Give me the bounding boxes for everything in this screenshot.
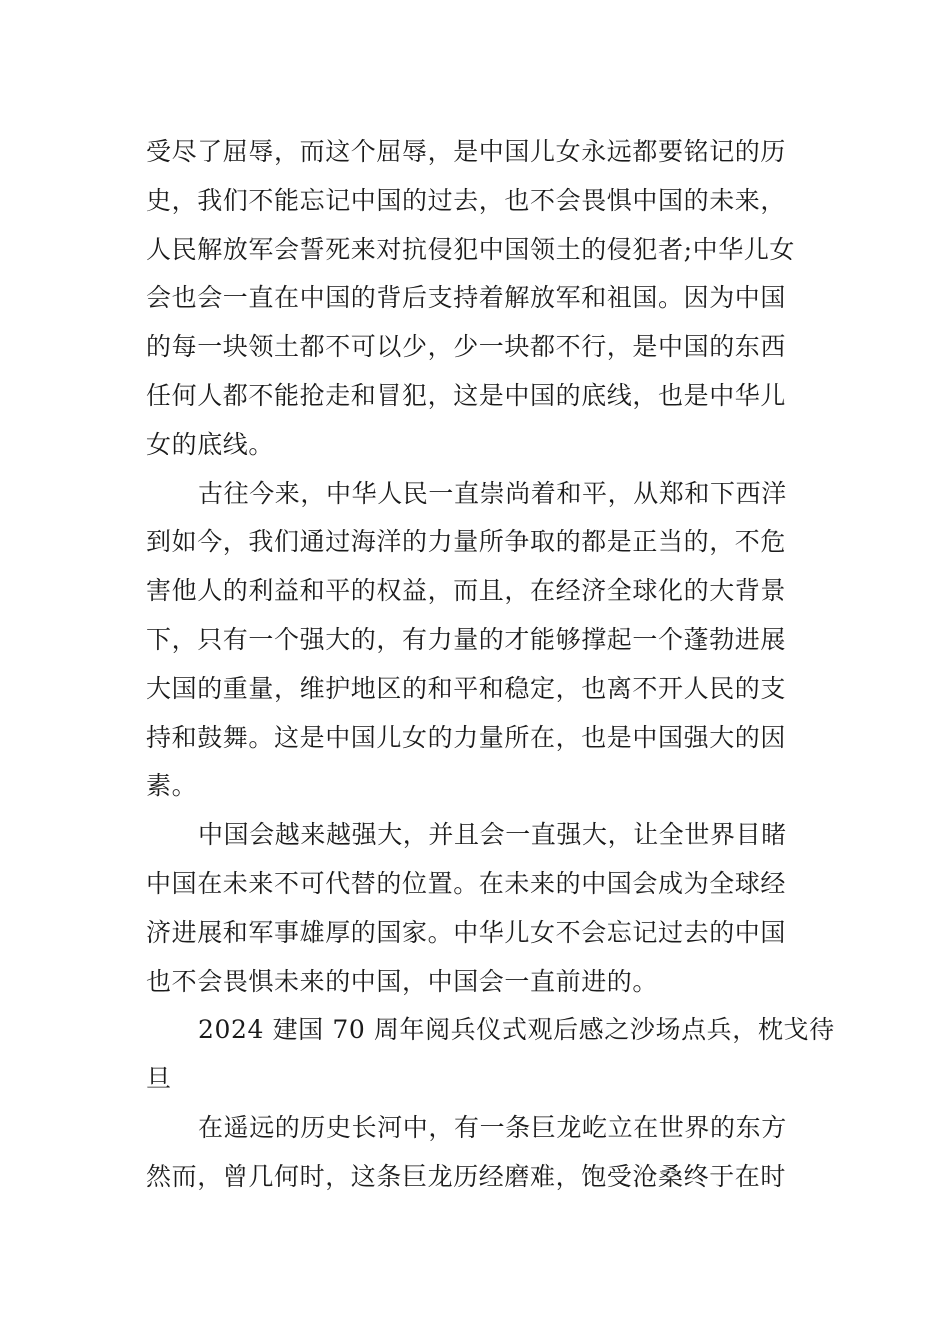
text-line: 2024 建国 70 周年阅兵仪式观后感之沙场点兵，枕戈待 [198, 1015, 835, 1045]
document-body [146, 128, 835, 1202]
text-line: 任何人都不能抢走和冒犯，这是中国的底线，也是中华儿 [146, 380, 787, 410]
text-line: 女的底线。 [146, 429, 275, 459]
text-line: 在遥远的历史长河中，有一条巨龙屹立在世界的东方 [198, 1112, 787, 1142]
text-line: 古往今来，中华人民一直崇尚着和平，从郑和下西洋 [198, 478, 787, 508]
text-line: 素。 [146, 771, 198, 801]
text-line: 然而，曾几何时，这条巨龙历经磨难，饱受沧桑终于在时 [146, 1161, 787, 1191]
text-line: 中国在未来不可代替的位置。在未来的中国会成为全球经 [146, 868, 787, 898]
text-line: 害他人的利益和平的权益，而且，在经济全球化的大背景 [146, 576, 787, 606]
text-line: 到如今，我们通过海洋的力量所争取的都是正当的，不危 [146, 527, 787, 557]
text-line: 人民解放军会誓死来对抗侵犯中国领土的侵犯者;中华儿女 [146, 234, 796, 264]
text-line: 的每一块领土都不可以少，少一块都不行，是中国的东西 [146, 332, 787, 362]
text-line: 大国的重量，维护地区的和平和稳定，也离不开人民的支 [146, 673, 787, 703]
text-line: 会也会一直在中国的背后支持着解放军和祖国。因为中国 [146, 283, 787, 313]
text-line: 持和鼓舞。这是中国儿女的力量所在，也是中国强大的因 [146, 722, 787, 752]
text-line: 史，我们不能忘记中国的过去，也不会畏惧中国的未来， [146, 185, 787, 215]
text-line: 也不会畏惧未来的中国，中国会一直前进的。 [146, 966, 659, 996]
text-line: 旦 [146, 1064, 172, 1094]
text-line: 下，只有一个强大的，有力量的才能够撑起一个蓬勃进展 [146, 624, 787, 654]
text-line: 济进展和军事雄厚的国家。中华儿女不会忘记过去的中国 [146, 917, 787, 947]
text-line: 中国会越来越强大，并且会一直强大，让全世界目睹 [198, 820, 787, 850]
text-line: 受尽了屈辱，而这个屈辱，是中国儿女永远都要铭记的历 [146, 137, 787, 166]
